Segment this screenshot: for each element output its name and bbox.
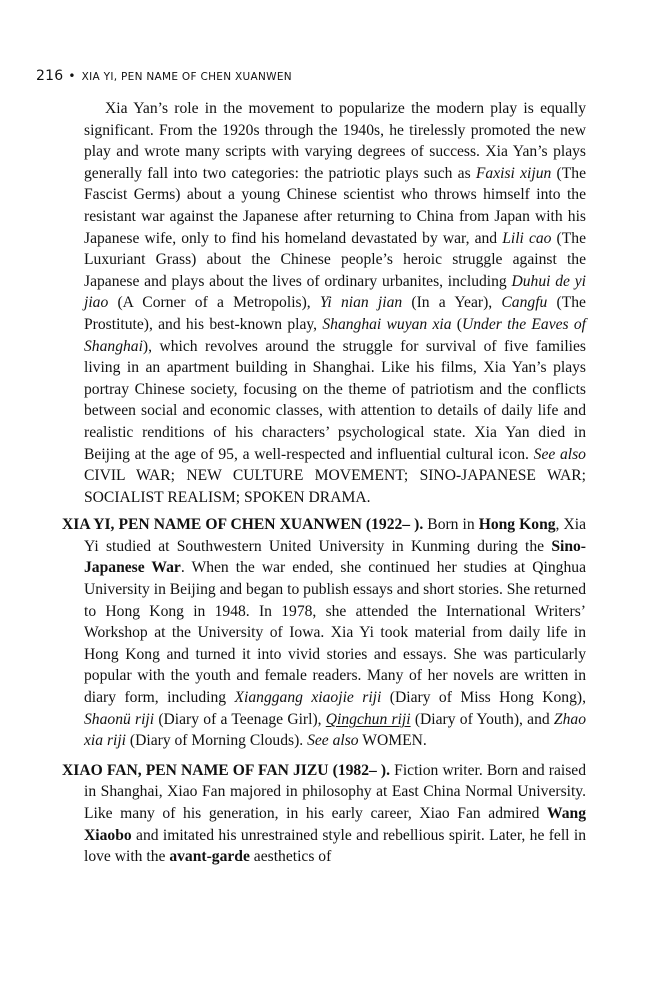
- text-run: (The Fascist Germs) about a young Chinese scientist who throws himself into the resistant war against the Japanese after returning to China from Japan with his Japanese wife, only to find his homeland devastated by war, and: [84, 164, 586, 247]
- page-number: 216: [36, 68, 64, 84]
- work-title: Duhui de yi jiao: [84, 272, 586, 312]
- text-run: (Diary of a Teenage Girl),: [154, 710, 326, 728]
- text-run: ), which revolves around the struggle for survival of five families living in an apartment building in Shanghai. Like his films, Xia Yan’s plays portray Chinese society, focusing on the theme of patriotism and the conflicts between social and economic classes, with attention to details of daily life and realistic renditions of his characters’ psychological state. Xia Yan died in Beijing at the age of 95, a well-respected and influential cultural icon.: [84, 337, 586, 463]
- text-run: (The Prostitute), and his best-known play,: [84, 294, 586, 333]
- text-run: Born in: [423, 516, 479, 534]
- text-run: Xia Yan’s role in the movement to popularize the modern play is equally significant. From the 1920s through the 1940s, he tirelessly promoted the new play and wrote many scripts with varying degrees of success. Xia Yan’s plays generally fall into two categories: the patriotic plays such as: [84, 100, 586, 182]
- work-title: Qingchun riji: [325, 710, 411, 728]
- text-run: (Diary of Morning Clouds).: [126, 732, 308, 750]
- cross-reference: Hong Kong: [478, 516, 556, 534]
- entry-xiao-fan: [62, 760, 586, 868]
- running-head: [36, 68, 292, 84]
- work-title: Xianggang xiaojie riji: [234, 689, 382, 707]
- text-run: (: [451, 315, 462, 333]
- text-run: (Diary of Youth), and: [410, 710, 554, 728]
- text-run: Fiction writer. Born and raised in Shanghai, Xiao Fan majored in philosophy at East China Normal University. Like many of his generation, in his early career, Xiao Fan admired: [84, 761, 586, 822]
- cross-reference: Wang Xiaobo: [84, 805, 586, 844]
- text-run: . When the war ended, she continued her studies at Qinghua University in Beijing and began to publish essays and short stories. She returned to Hong Kong in 1948. In 1978, she attended the International Writers’ Workshop at the University of Iowa. Xia Yi took material from daily life in Hong Kong and turned it into vivid stories and essays. She was particularly popular with the youth and female readers. Many of her novels are written in diary form, including: [84, 559, 586, 707]
- cross-references: WOMEN.: [358, 732, 427, 750]
- text-run: (A Corner of a Metropolis),: [108, 294, 320, 312]
- text-run: aesthetics of: [249, 848, 332, 866]
- cross-reference: Sino-Japanese War: [84, 537, 586, 577]
- see-also-label: See also: [307, 732, 359, 750]
- paragraph-xia-yan-continued: [84, 98, 586, 508]
- text-run: and imitated his unrestrained style and rebellious spirit. Later, he fell in love with the: [84, 826, 586, 866]
- running-head-title: XIA YI, PEN NAME OF CHEN XUANWEN: [81, 71, 292, 83]
- work-title: Faxisi xijun: [475, 164, 552, 182]
- entry-headword: XIA YI, PEN NAME OF CHEN XUANWEN (1922– ).: [62, 516, 424, 534]
- text-run: , Xia Yi studied at Southwestern United University in Kunming during the: [84, 516, 587, 555]
- cross-references: CIVIL WAR; NEW CULTURE MOVEMENT; SINO-JAPANESE WAR; SOCIALIST REALISM; SPOKEN DRAMA.: [84, 467, 586, 506]
- bullet-separator: •: [68, 69, 76, 83]
- text-run: (The Luxuriant Grass) about the Chinese people’s heroic struggle against the Japanese and plays about the lives of ordinary urbanites, including: [84, 229, 586, 290]
- text-run: (In a Year),: [402, 294, 502, 312]
- entry-xia-yi: [62, 514, 586, 752]
- body-text: [62, 98, 586, 876]
- work-title: Cangfu: [501, 294, 548, 312]
- entry-headword: XIAO FAN, PEN NAME OF FAN JIZU (1982– ).: [62, 761, 391, 779]
- cross-reference: avant-garde: [169, 848, 250, 866]
- work-title: Shaonü riji: [84, 710, 155, 728]
- work-title: Zhao xia riji: [84, 710, 586, 750]
- see-also-label: See also: [533, 445, 586, 463]
- work-title: Under the Eaves of Shanghai: [84, 315, 586, 355]
- work-title: Shanghai wuyan xia: [322, 315, 452, 333]
- text-run: (Diary of Miss Hong Kong),: [381, 689, 586, 707]
- work-title: Lili cao: [502, 229, 552, 247]
- work-title: Yi nian jian: [319, 294, 403, 312]
